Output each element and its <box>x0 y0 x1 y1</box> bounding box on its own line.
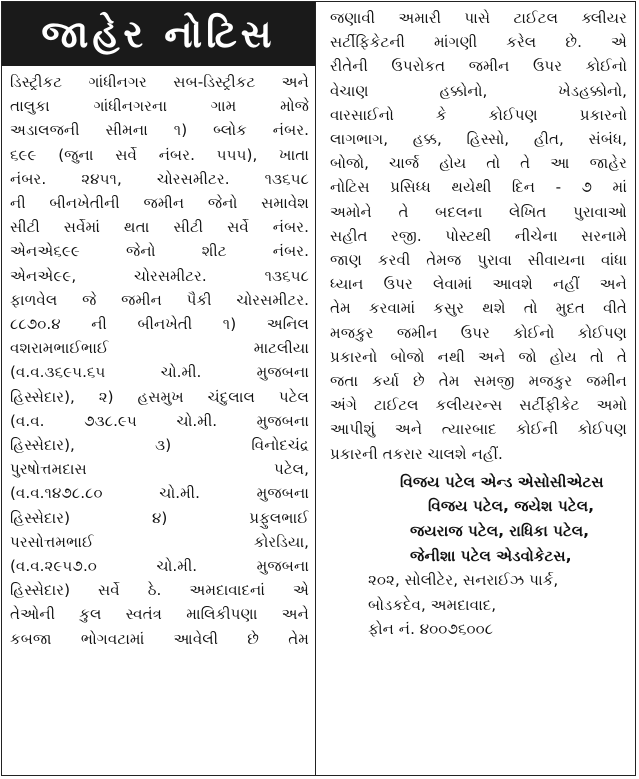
text-line: અડાલજની સીમના ૧) બ્લોક નંબર. <box>10 121 309 140</box>
text-line: તેઓની કુલ સ્વતંત્ર માલિકીપણા અને <box>10 605 309 624</box>
signature-firm: વિજય પટેલ એન્ડ એસોસીએટસ <box>400 472 604 491</box>
text-line: નંબર. ૨૪૫૧, ચોરસમીટર. ૧૩૬૫૮ <box>10 169 309 188</box>
text-line: સર્ટીફિકેટની માંગણી કરેલ છે. એ <box>330 33 627 52</box>
text-line: કબજા ભોગવટામાં આવેલી છે તેમ <box>10 629 309 648</box>
text-line: રીતેની ઉપરોકત જમીન ઉપર કોઈનો <box>330 57 627 76</box>
text-line: (વ.વ.૨૯૫૭.૦ ચો.મી. મુજબના <box>10 557 309 576</box>
text-line: (વ.વ. ૭૩૮.૯૫ ચો.મી. મુજબના <box>10 411 309 430</box>
text-line: મજકુર જમીન ઉપર કોઈનો કોઈપણ <box>330 323 627 342</box>
text-line: ડિસ્ટ્રીકટ ગાંધીનગર સબ-ડિસ્ટ્રીકટ અને <box>10 73 309 91</box>
text-line: એનએ૬૯૯ જેનો શીટ નંબર. <box>10 242 309 261</box>
text-line: તાલુકા ગાંધીનગરના ગામ મોજે <box>10 97 309 116</box>
signature-names-2: જયરાજ પટેલ, રાધિકા પટેલ, <box>410 522 590 541</box>
text-line: ની બીનખેતીની જમીન જેનો સમાવેશ <box>10 194 309 213</box>
text-line: ફાળવેલ જે જમીન પૈકી ચોરસમીટર. <box>10 290 309 309</box>
text-line: જતા કર્યા છે તેમ સમજી મજકુર જમીન <box>330 372 627 391</box>
signature-block <box>330 470 627 642</box>
text-line: સહીત રજી. પોસ્ટથી નીચેના સરનામે <box>330 226 627 245</box>
text-line: વારસાઈનો કે કોઈપણ પ્રકારનો <box>330 105 627 124</box>
text-line: વેચાણ હક્કોનો, ખેડહક્કોનો, <box>330 81 627 100</box>
text-line: આપીશું અને ત્યારબાદ કોઈની કોઈપણ <box>330 420 627 439</box>
text-line: નોટિસ પ્રસિધ્ધ થયેથી દિન - ૭ માં <box>330 178 627 197</box>
text-line: વશરામભાઈભાઈ માટલીયા <box>10 339 309 358</box>
text-line: હિસ્સેદાર) સર્વે ઠે. અમદાવાદનાં એ <box>10 581 309 600</box>
text-line: (વ.વ.૧૪૭૮.૮૦ ચો.મી. મુજબના <box>10 484 309 503</box>
text-line: પુરષોત્તમદાસ પટેલ, <box>10 460 309 479</box>
signature-address-2: બોડકદેવ, અમદાવાદ, <box>368 595 497 614</box>
text-line: જાણ કરવી તેમજ પુરાવા સીવાયના વાંધા <box>330 251 627 270</box>
notice-right-column <box>316 2 635 775</box>
signature-address-1: ૨૦૨, સોલીટેર, સનરાઈઝ પાર્ક, <box>368 571 559 590</box>
text-line: પ્રકારનો બોજો નથી અને જો હોય તો તે <box>330 347 627 366</box>
text-line: પ્રકારની તકરાર ચાલશે નહીં. <box>330 444 503 463</box>
notice-left-text <box>2 70 315 651</box>
notice-left-column <box>2 2 316 775</box>
text-line: લાગભાગ, હક્ક, હિસ્સો, હીત, સંબંધ, <box>330 130 627 149</box>
text-line: તેમ કરવામાં કસુર થશે તો મુદત વીતે <box>330 299 627 318</box>
notice-right-text <box>330 6 627 466</box>
text-line: ધ્યાન ઉપર લેવામાં આવશે નહીં અને <box>330 275 627 294</box>
signature-names-1: વિજય પટેલ, જયેશ પટેલ, <box>428 497 594 516</box>
text-line: પરસોત્તમભાઈ કોરડિયા, <box>10 532 309 551</box>
public-notice <box>1 1 636 776</box>
signature-names-3: જેનીશા પટેલ એડવોકેટસ, <box>410 546 572 565</box>
text-line: અમોને તે બદલના લેખિત પુરાવાઓ <box>330 202 627 221</box>
text-line: હિસ્સેદાર), ૩) વિનોદચંદ્ર <box>10 436 309 455</box>
text-line: ૮૮૭૦.૪ ની બીનખેતી ૧) અનિલ <box>10 315 309 334</box>
text-line: એનએ૯૯, ચોરસમીટર. ૧૩૬૫૮ <box>10 266 309 285</box>
text-line: બોજો, ચાર્જ હોય તો તે આ જાહેર <box>330 154 627 173</box>
text-line: હિસ્સેદાર), ૨) હસમુખ ચંદુલાલ પટેલ <box>10 387 309 406</box>
text-line: (વ.વ.૩૬૯૫.૬૫ ચો.મી. મુજબના <box>10 363 309 382</box>
signature-phone: ફોન નં. ૪૦૦૭૬૦૦૮ <box>368 620 494 639</box>
text-line: અંગે ટાઈટલ કલીયરન્સ સર્ટીફીકેટ અમો <box>330 396 627 415</box>
text-line: જણાવી અમારી પાસે ટાઈટલ ક્લીયર <box>330 9 627 27</box>
text-line: હિસ્સેદાર) ૪) પ્રફુલભાઈ <box>10 508 309 527</box>
text-line: સીટી સર્વેમાં થતા સીટી સર્વે નંબર. <box>10 218 309 237</box>
text-line: ૬૯૯ (જુના સર્વે નંબર. ૫૫૫), ખાતા <box>10 145 309 164</box>
notice-title: જાહેર નોટિસ <box>2 2 315 66</box>
